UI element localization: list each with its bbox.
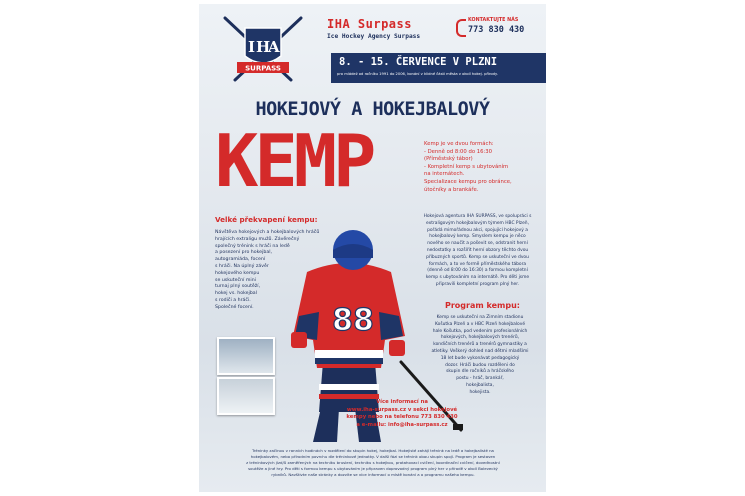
svg-text:I: I: [248, 38, 256, 56]
text-line: Kemp se uskuteční na Zimním stadionu: [436, 315, 524, 320]
text-line: dozor. Hráči budou rozděleni do: [445, 362, 515, 368]
phone-icon: [456, 19, 466, 37]
camp-poster: [199, 4, 546, 492]
text-line: kemp s ubytováním na internátě. Pro děti jsme: [425, 275, 530, 281]
info-link-email[interactable]: a e-mailu: info@iha-surpass.cz: [356, 421, 448, 428]
text-line: připravili kompletní program plný her.: [435, 281, 520, 287]
text-line: kondičních trenérů a trenérů gymnastiky a: [433, 342, 527, 348]
format-line: Specializace kempu pro obránce,: [424, 178, 512, 185]
date-text: 8. - 15. ČERVENCE V PLZNI: [339, 56, 498, 68]
brand-block: [327, 17, 420, 40]
format-line: Kemp je ve dvou formách:: [424, 141, 494, 147]
text-line: (denně od 8:00 do 16:30) a formou kompletní: [427, 268, 528, 274]
text-line: 18 let bude vykonávat pedagogický: [440, 355, 520, 361]
footer-text: [209, 448, 537, 478]
text-line: atletiky. Veškerý dohled nad dětmi mladšími: [431, 348, 529, 354]
program-heading: Program kempu:: [445, 301, 520, 310]
hockeyball-photo: [217, 377, 275, 415]
camp-formats: [424, 141, 544, 194]
intro-text: [411, 214, 544, 289]
contact-label: KONTAKTUJTE NÁS: [468, 18, 519, 23]
text-line: z tréninkových jízd/ů zaměřených na techniku bruslení, techniku s hokejkou, protahovací cvičení, koordinační cvičení, doveďnostní: [246, 460, 500, 466]
text-line: Společné focení.: [215, 304, 254, 310]
jersey-number: 88: [332, 303, 374, 338]
text-line: nového se naučit a poševit se, odstranit herní: [427, 241, 528, 247]
text-line: Tréninky začínou v ranních hodinách v rozdělení do skupin hokej, hokejbal. Hokejisté zahájí trénink na ledě a hokejbalisté na: [252, 448, 494, 453]
text-line: hokejbalovém, nebo přírodním povrchu dle tréninkové jednotky. V další fázi se trénink obou skupin spojí. Program je sestaven: [250, 454, 496, 460]
text-line: autogramiáda, focení: [215, 257, 266, 263]
format-line: útočníky a brankáře.: [424, 186, 479, 193]
text-line: Návštěva hokejových a hokejbalových hráčů: [215, 230, 320, 235]
text-line: hokejista.: [469, 389, 491, 395]
surprise-text: [215, 230, 320, 312]
brand-subtitle: Ice Hockey Agency Surpass: [327, 33, 421, 40]
format-line: - Denně od 8:00 do 16:30: [424, 148, 493, 155]
text-line: hokejového kempu: [215, 270, 260, 276]
text-line: hokejbalista,: [466, 382, 494, 388]
text-line: Hokejová agentura IHA SURPASS, ve spolupráci s: [423, 214, 532, 219]
date-banner: [331, 53, 546, 83]
date-subtext: pro mládež od ročníku 1991 do 2006, konání v klidné části města v okolí hokej. přírody.: [337, 72, 498, 76]
surprise-heading: Velké překvapení kempu:: [215, 215, 318, 224]
text-line: s hráči. Na úplný závěr: [215, 263, 269, 269]
info-line-phone: kempy nebo na telefonu 773 830 430: [346, 414, 458, 421]
format-line: - Kompletní kemp s ubytováním: [424, 163, 509, 170]
svg-text:H: H: [256, 38, 271, 56]
text-line: formách, a to ve formě příměstského tábora: [428, 261, 527, 267]
poster-title: HOKEJOVÝ A HOKEJBALOVÝ: [255, 99, 490, 120]
text-line: hrajících extraligu mužů. Závěrečný: [215, 236, 300, 242]
text-line: s rodiči a hráči.: [215, 297, 251, 303]
text-line: hokej vs. hokejbal: [215, 291, 257, 297]
program-text: [415, 315, 545, 397]
text-line: hokejových, hokejbalových trenérů,: [440, 335, 520, 341]
format-line: na internátech.: [424, 171, 465, 178]
svg-text:SURPASS: SURPASS: [245, 64, 281, 73]
more-info: [342, 399, 462, 429]
text-line: a posezení pro hokejbal,: [215, 250, 273, 256]
text-line: postu - hráč, brankář,: [456, 376, 504, 382]
contact-phone: 773 830 430: [468, 25, 525, 35]
text-line: pořádá mimořádnou akci, spojující hokejový a: [427, 227, 528, 233]
ice-rink-photo: [217, 337, 275, 375]
kemp-heading: KEMP: [215, 119, 373, 203]
text-line: skupin dle ročníků a hráčského: [446, 369, 514, 375]
text-line: společný trénink s hráči na ledě: [215, 243, 290, 249]
text-line: turnaj plný soutěží,: [215, 284, 261, 290]
svg-text:A: A: [268, 38, 280, 56]
text-line: Košutka Plzeň a v HBC Plzeň hokejbalové: [434, 321, 526, 327]
text-line: rybníků. Navštivte naše stránky a dozvíte se více informací o místě konání a o programu našeho kempu.: [271, 472, 475, 478]
text-line: nedostatky a rozšířit herní obzory těchto dvou: [426, 247, 529, 253]
format-line: (Příměstský tábor): [424, 156, 473, 163]
info-line: Více informací na: [376, 399, 428, 405]
text-line: hokejbalový kemp. Smyslem kempu je něco: [429, 234, 526, 240]
text-line: extraligovým hokejbalovým týmem HBC Plzeň,: [426, 220, 529, 226]
info-link-website[interactable]: www.iha-surpass.cz v sekci hokejové: [346, 406, 458, 413]
text-line: hale Košutka, pod vedením profesionálních: [432, 328, 528, 334]
left-column: [215, 215, 320, 312]
text-line: příbuzných sportů. Kemp se uskuteční ve dvou: [426, 254, 529, 260]
text-line: soutěže a jiné hry. Pro děti s formou kempu s ubytováním je připraven doprovodný program plný her v přírodě v okolí Bolevecký: [248, 466, 498, 472]
brand-name: IHA Surpass: [327, 17, 412, 31]
text-line: se uskuteční mini: [215, 277, 256, 283]
iha-surpass-logo: [221, 14, 305, 84]
